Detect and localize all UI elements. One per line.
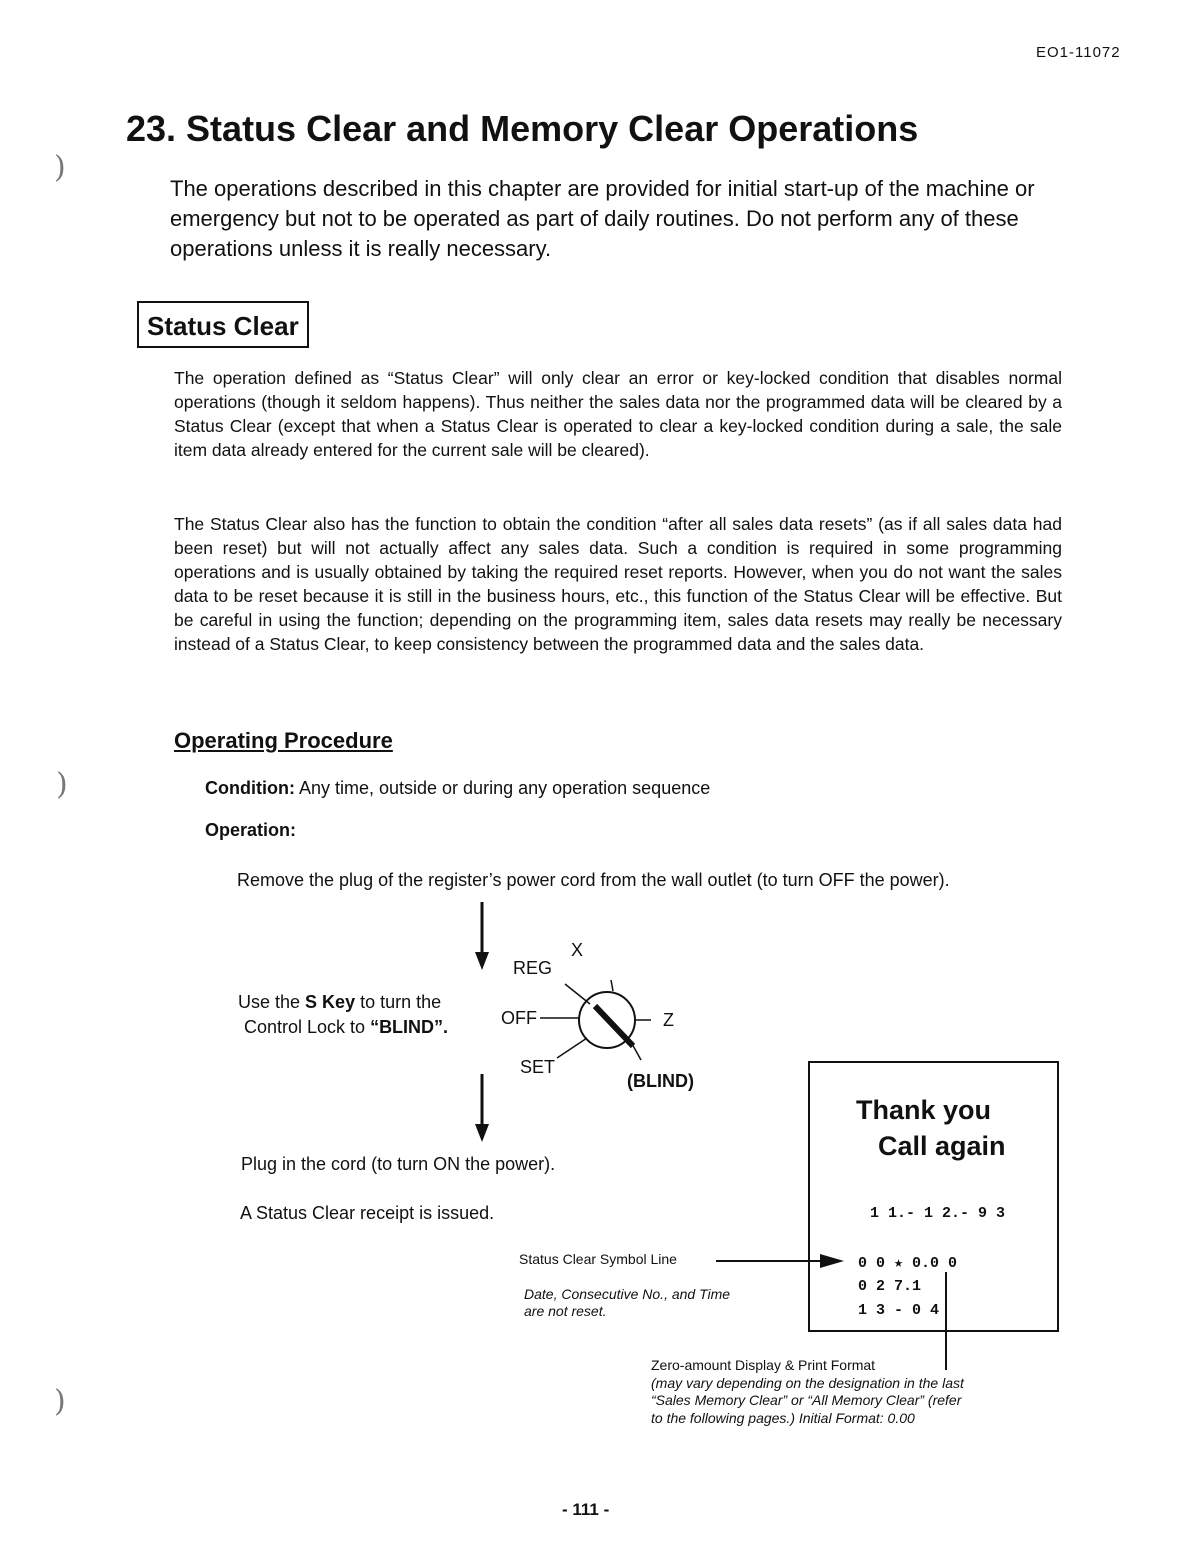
dial-label-set: SET [520,1057,556,1077]
condition-line [205,778,710,799]
step-receipt-issued: A Status Clear receipt is issued. [240,1203,495,1223]
receipt-date: 1 1.- 1 2.- 9 3 [870,1205,1006,1222]
step2-text-b: to turn the [355,992,442,1012]
margin-mark: ) [54,150,66,185]
right-arrow-icon [716,1253,846,1269]
operation-label: Operation: [205,820,297,840]
down-arrow-icon [472,900,492,972]
dial-label-off: OFF [501,1008,537,1028]
zero-format-title: Zero-amount Display & Print Format [651,1357,876,1373]
procedure-heading: Operating Procedure [174,728,393,753]
blind-label: “BLIND”. [370,1017,449,1037]
down-arrow-icon [472,1072,492,1144]
document-number: EO1-11072 [1036,44,1121,61]
status-clear-paragraph-1: The operation defined as “Status Clear” will only clear an error or key-locked condition that disables normal operations (though it seldom happens). Thus neither the sales data nor the programmed data will be cleared by a Status Clear (except that when a Status Clear is operated to clear a key-locked condition during a sale, the sale item data already entered for the current sale will be cleared). [174,368,1062,460]
receipt-call-again: Call again [878,1131,1006,1161]
control-lock-dial-icon [535,980,670,1065]
condition-text: Any time, outside or during any operation sequence [294,778,711,798]
not-reset-line-1: Date, Consecutive No., and Time [524,1286,731,1302]
step-plug-in: Plug in the cord (to turn ON the power). [241,1154,556,1174]
s-key-label: S Key [305,992,356,1012]
step-remove-plug: Remove the plug of the register’s power cord from the wall outlet (to turn OFF the power). [237,870,950,890]
zero-format-note [651,1357,964,1427]
dial-label-blind: (BLIND) [627,1071,694,1091]
margin-mark: ) [54,1384,66,1419]
dial-label-reg: REG [513,958,553,978]
zero-format-line-1: (may vary depending on the designation in the last [651,1374,964,1391]
receipt-consecutive-no: 0 2 7.1 [858,1278,922,1295]
status-clear-paragraph-2: The Status Clear also has the function to obtain the condition “after all sales data resets” (as if all sales data had been reset) but will not actually affect any sales data. Such a condition is required in some programming operations and is usually obtained by taking the required reset reports. However, when you do not want the sales data to be reset because it is still in the business hours, etc., this function of the Status Clear will be effective. But be careful in using the function; depending on the programming item, sales data resets may really be necessary instead of a Status Clear, to keep consistency between the programmed data and the sales data. [174,514,1062,654]
zero-format-line-2: “Sales Memory Clear” or “All Memory Clear” (refer [651,1392,962,1408]
step2-text-c: Control Lock to [244,1017,371,1037]
intro-paragraph: The operations described in this chapter are provided for initial start-up of the machine or emergency but not to be operated as part of daily routines. Do not perform any of these operations unless it is really necessary. [170,176,1035,261]
margin-mark: ) [56,767,68,802]
receipt-message [856,1092,1006,1164]
receipt-time: 1 3 - 0 4 [858,1302,940,1319]
symbol-line-label: Status Clear Symbol Line [519,1251,677,1267]
section-heading: Status Clear [137,301,309,348]
page-title: 23. Status Clear and Memory Clear Operations [126,108,919,149]
receipt-symbol-line: 0 0 ★ 0.0 0 [858,1255,958,1272]
step-turn-control-lock [238,990,448,1040]
receipt-thank-you: Thank you [856,1095,992,1125]
not-reset-note [524,1286,730,1320]
step2-text-a: Use the [238,992,306,1012]
page-number: - 111 - [562,1500,610,1519]
condition-label: Condition: [205,778,295,798]
zero-format-line-3: to the following pages.) Initial Format: 0.00 [651,1409,915,1426]
dial-label-x: X [571,940,584,960]
not-reset-line-2: are not reset. [524,1303,607,1319]
dial-label-z: Z [663,1010,674,1030]
